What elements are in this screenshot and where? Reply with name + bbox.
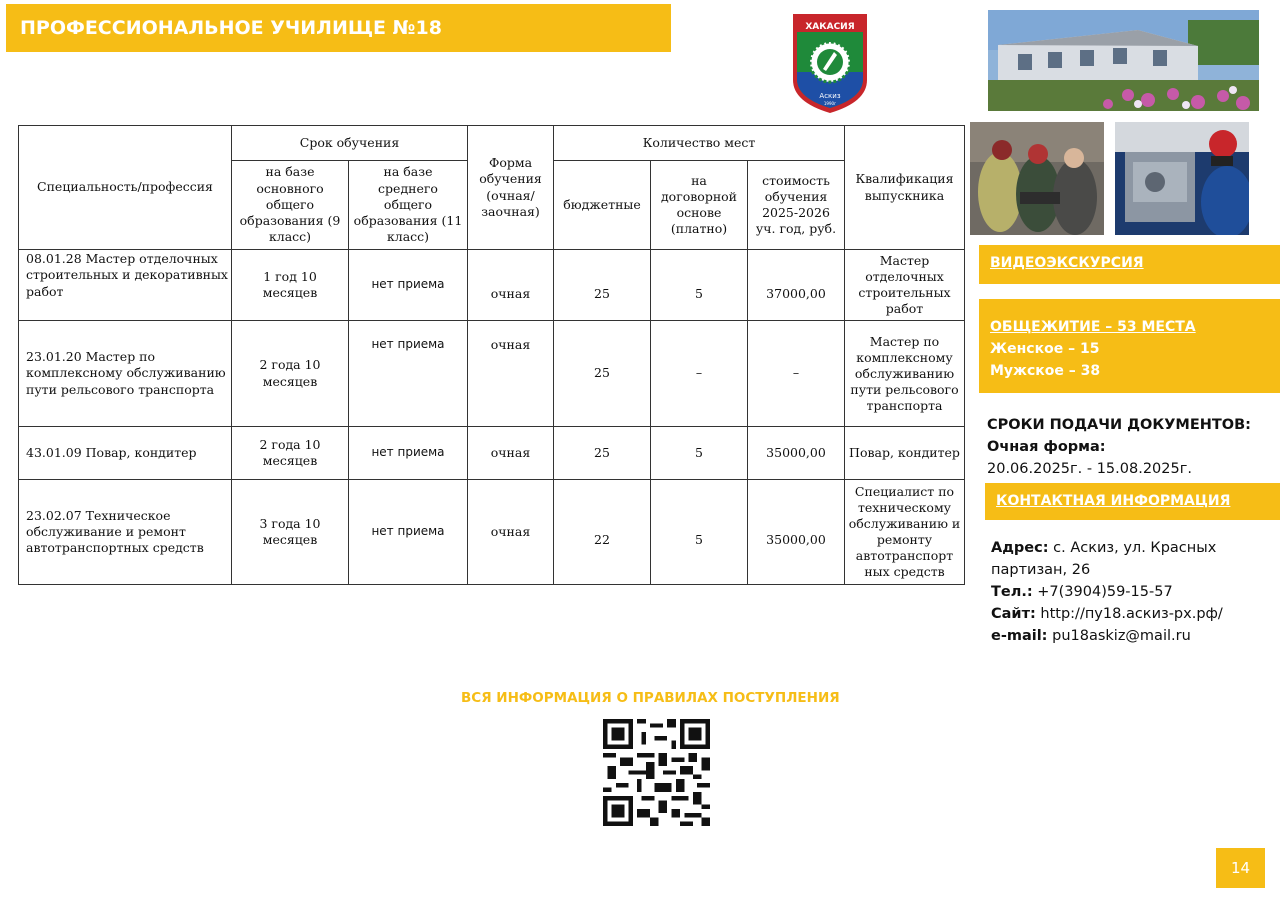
page-title: ПРОФЕССИОНАЛЬНОЕ УЧИЛИЩЕ №18 [6,4,671,52]
cell-specialty: 23.02.07 Техническое обслуживание и ремонт автотранспортных средств [19,480,232,585]
emblem-region-text: ХАКАСИЯ [805,22,855,32]
school-building-photo [988,10,1259,111]
table-row [19,480,965,585]
address-value: с. Аскиз, ул. Красных партизан, 26 [991,540,1217,578]
emblem-year-text: 1990г [823,101,837,106]
cell-paid: 5 [651,480,748,585]
cell-budget: 25 [554,321,651,427]
cell-form: очная [468,427,554,480]
header-seats: Количество мест [554,126,845,161]
deadlines-form: Очная форма: [987,439,1106,455]
video-tour-label[interactable]: ВИДЕОЭКСКУРСИЯ [990,255,1144,271]
contacts-header[interactable] [985,483,1280,520]
email-label: e-mail: [991,628,1048,644]
dorm-title[interactable]: ОБЩЕЖИТИЕ – 53 МЕСТА [990,319,1196,335]
cell-cost: – [748,321,845,427]
cell-form: очная [468,250,554,321]
deadlines-block [987,414,1277,480]
phone-value[interactable]: +7(3904)59-15-57 [1032,584,1173,600]
cell-form: очная [468,321,554,427]
admission-rules-heading: ВСЯ ИНФОРМАЦИЯ О ПРАВИЛАХ ПОСТУПЛЕНИЯ [461,690,840,706]
table-row [19,321,965,427]
qr-code-icon[interactable] [603,719,710,826]
cell-paid: – [651,321,748,427]
cell-budget: 22 [554,480,651,585]
cell-duration-11: нет приема [349,321,468,427]
header-duration-9: на базе основного общего образования (9 класс) [232,161,349,250]
deadlines-title: СРОКИ ПОДАЧИ ДОКУМЕНТОВ: [987,417,1251,433]
cell-budget: 25 [554,427,651,480]
header-budget: бюджетные [554,161,651,250]
cell-qualification: Мастер отделочных строительных работ [845,250,965,321]
deadlines-dates: 20.06.2025г. - 15.08.2025г. [987,461,1192,477]
cell-paid: 5 [651,250,748,321]
cell-specialty: 08.01.28 Мастер отделочных строительных и декоративных работ [19,250,232,321]
video-tour-link[interactable] [979,245,1280,284]
engine-repair-photo [1115,122,1249,235]
site-link[interactable]: http://пу18.аскиз-рх.рф/ [1035,606,1223,622]
cell-duration-9: 2 года 10 месяцев [232,321,349,427]
cell-qualification: Повар, кондитер [845,427,965,480]
cell-qualification: Мастер по комплексному обслуживанию пути рельсового транспорта [845,321,965,427]
emblem-town-text: Аскиз [819,92,841,100]
cell-paid: 5 [651,427,748,480]
table-row [19,427,965,480]
email-link[interactable]: pu18askiz@mail.ru [1047,628,1191,644]
cell-duration-11: нет приема [349,480,468,585]
cell-specialty: 23.01.20 Мастер по комплексному обслуживанию пути рельсового транспорта [19,321,232,427]
phone-label: Тел.: [991,584,1033,600]
header-specialty: Специальность/профессия [19,126,232,250]
cell-specialty: 43.01.09 Повар, кондитер [19,427,232,480]
dormitory-block [979,299,1280,393]
contacts-title[interactable]: КОНТАКТНАЯ ИНФОРМАЦИЯ [996,493,1231,509]
cell-duration-11: нет приема [349,427,468,480]
cell-duration-9: 3 года 10 месяцев [232,480,349,585]
admissions-table [18,125,964,584]
site-label: Сайт: [991,606,1036,622]
dorm-male: Мужское – 38 [990,363,1101,379]
cell-form: очная [468,480,554,585]
cell-duration-11: нет приема [349,250,468,321]
header-paid: на договорной основе (платно) [651,161,748,250]
cell-duration-9: 1 год 10 месяцев [232,250,349,321]
cell-cost: 35000,00 [748,427,845,480]
table-row [19,250,965,321]
header-duration: Срок обучения [232,126,468,161]
cell-budget: 25 [554,250,651,321]
address-label: Адрес: [991,540,1049,556]
cell-duration-9: 2 года 10 месяцев [232,427,349,480]
cell-cost: 35000,00 [748,480,845,585]
dorm-female: Женское – 15 [990,341,1100,357]
students-workshop-photo [970,122,1104,235]
header-cost: стоимость обучения 2025-2026 уч. год, руб. [748,161,845,250]
header-form: Форма обучения (очная/ заочная) [468,126,554,250]
header-duration-11: на базе среднего общего образования (11 класс) [349,161,468,250]
page-number-badge: 14 [1216,848,1265,888]
cell-qualification: Специалист по техническому обслуживанию и ремонту автотранспорт ных средств [845,480,965,585]
contacts-block [991,537,1280,647]
cell-cost: 37000,00 [748,250,845,321]
header-qualification: Квалификация выпускника [845,126,965,250]
coat-of-arms-emblem [790,10,870,114]
